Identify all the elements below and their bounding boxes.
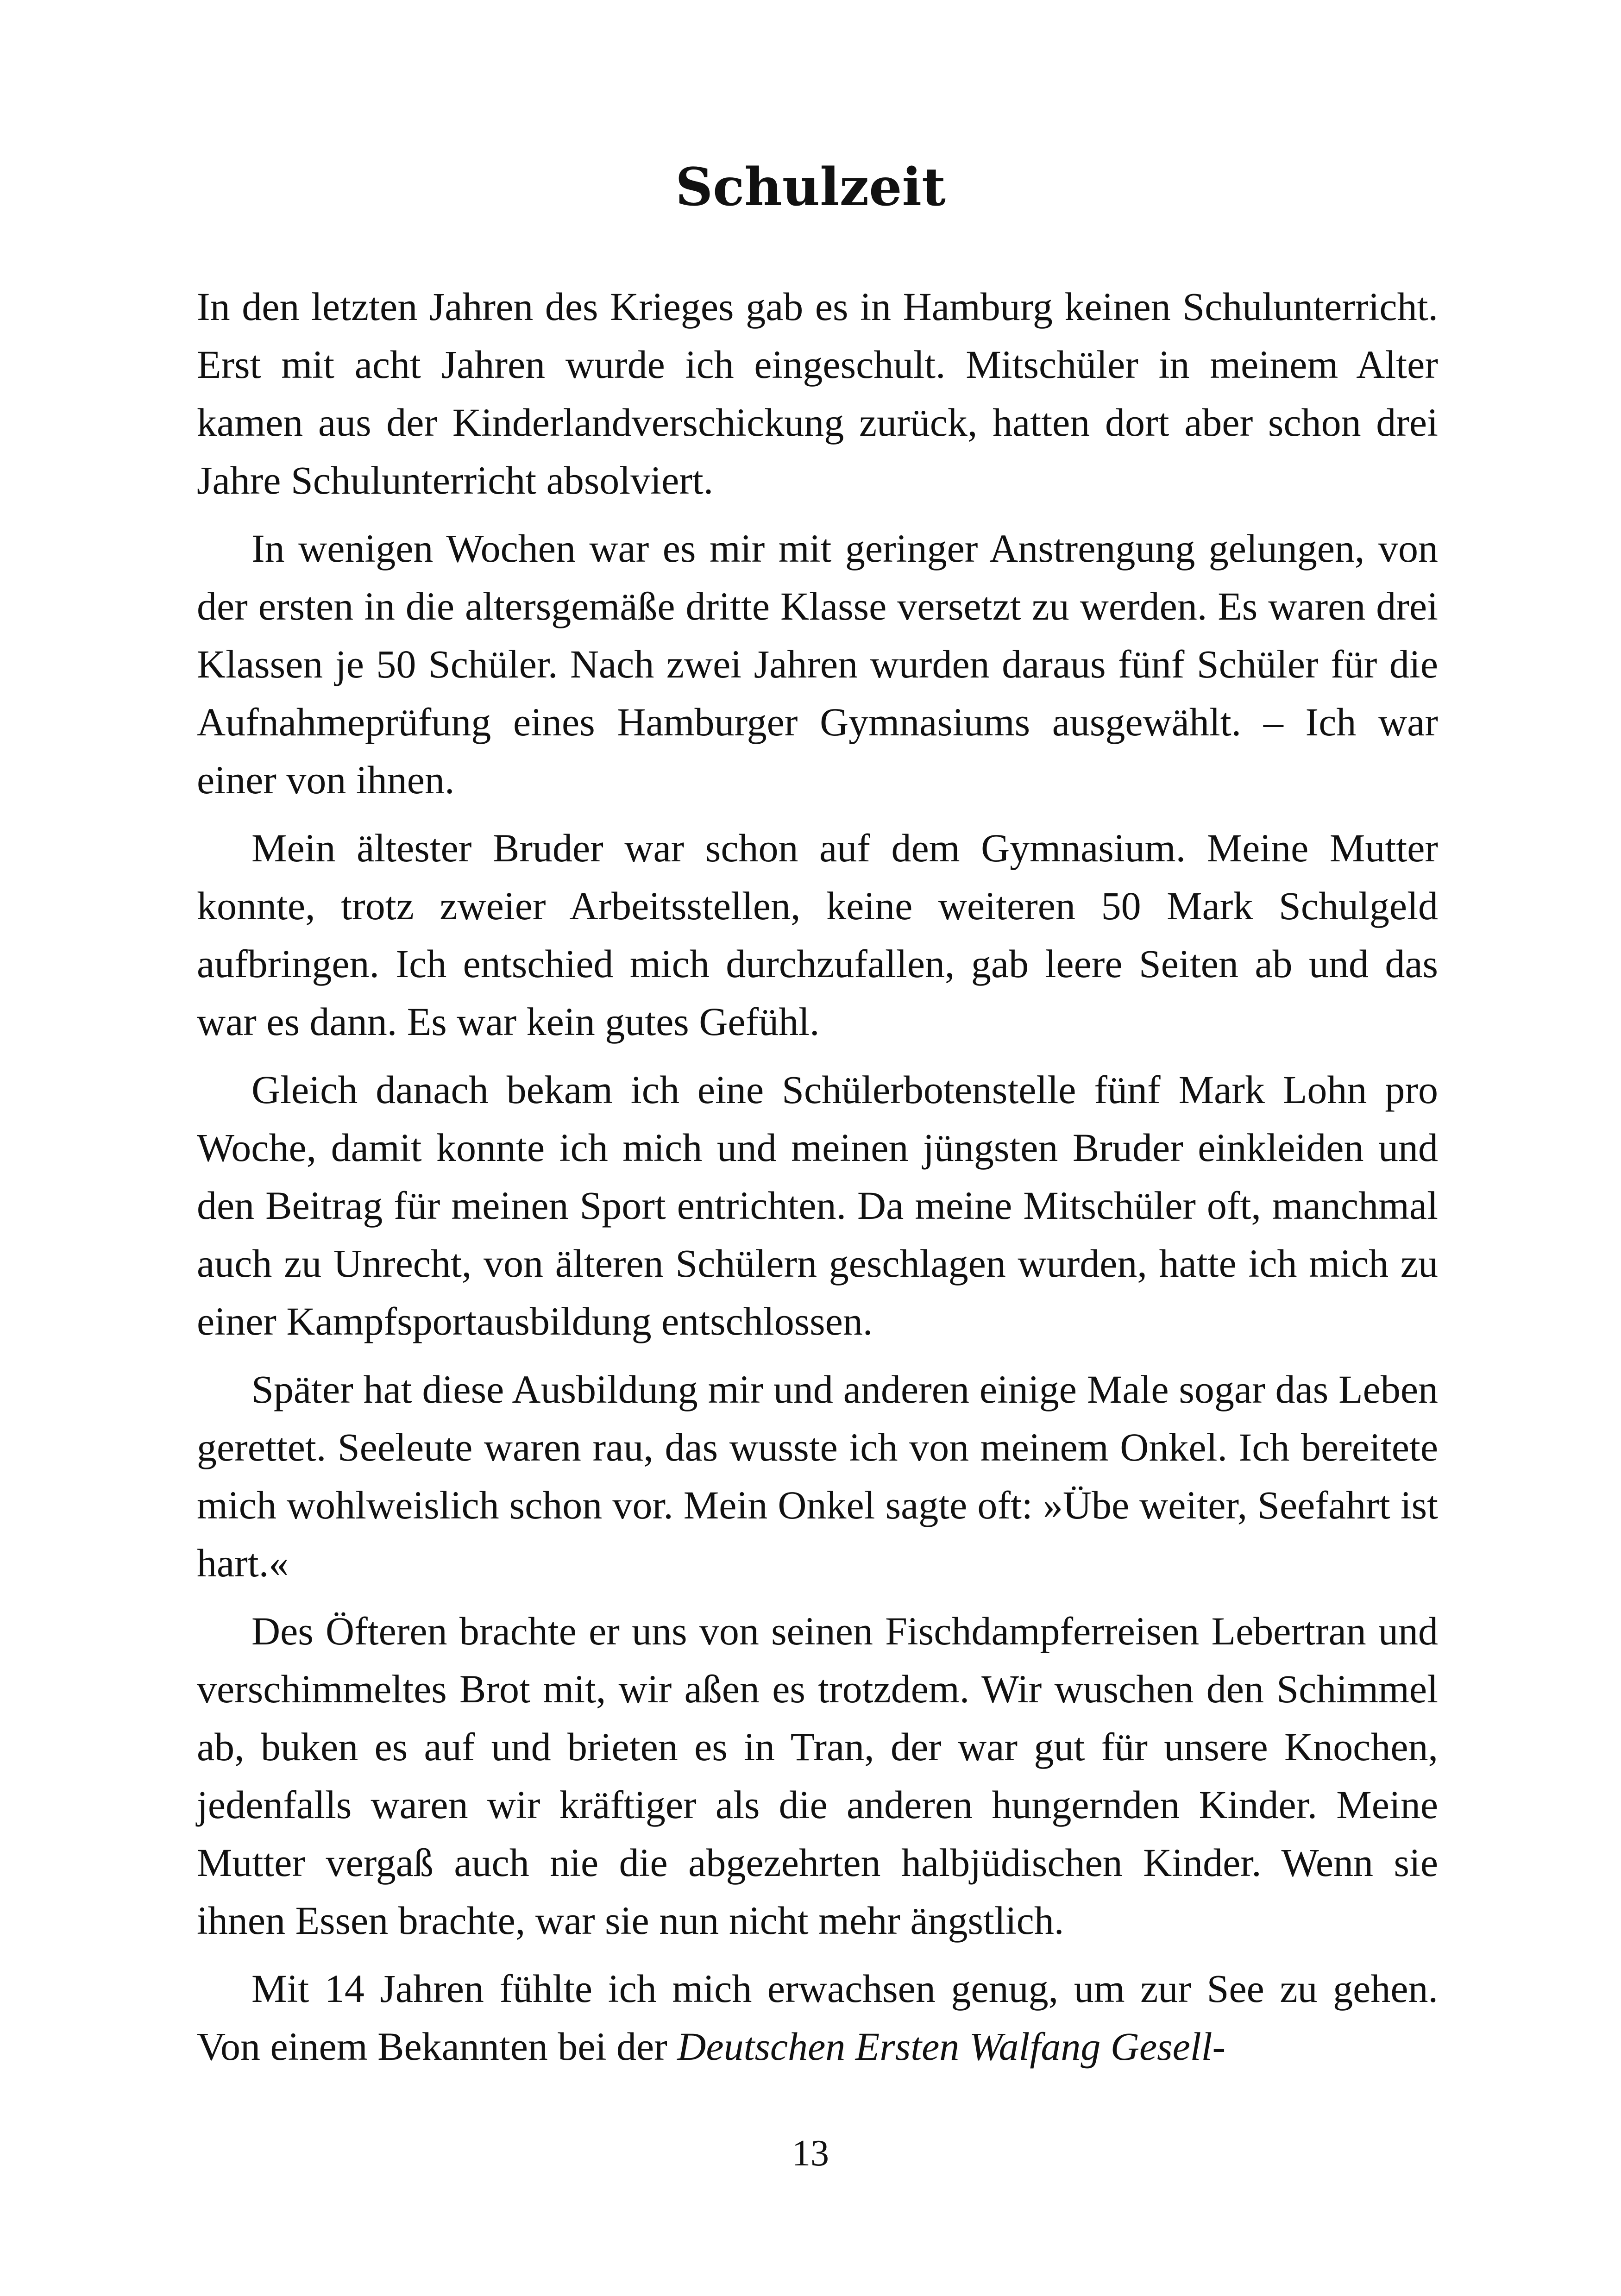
paragraph: Mein ältester Bruder war schon auf dem Gymnasium. Meine Mutter konnte, trotz zweier Arbeitsstellen, keine weiteren 50 Mark Schulgeld aufbringen. Ich entschied mich durchzufallen, gab leere Seiten ab und das war es dann. Es war kein gutes Gefühl. [197,826,1438,1044]
paragraph-last-text: Mit 14 Jahren fühlte ich mich erwachsen genug, um zur See zu gehen. Von einem Bekannten bei der [197,1966,1438,2069]
chapter-body [197,278,1438,2086]
paragraph: Später hat diese Ausbildung mir und anderen einige Male sogar das Leben gerettet. Seeleute waren rau, das wusste ich von meinem Onkel. Ich bereitete mich wohlweislich schon vor. Mein Onkel sagte oft: »Übe weiter, Seefahrt ist hart.« [197,1367,1438,1585]
paragraph: In den letzten Jahren des Krieges gab es in Hamburg keinen Schulunterricht. Erst mit acht Jahren wurde ich eingeschult. Mitschüler in meinem Alter kamen aus der Kinderlandverschickung zurück, hatten dort aber schon drei Jahre Schulunterricht absolviert. [197,284,1438,502]
paragraph: Gleich danach bekam ich eine Schülerbotenstelle fünf Mark Lohn pro Woche, damit konnte ich mich und meinen jüngsten Bruder einkleiden und den Beitrag für meinen Sport entrichten. Da meine Mitschüler oft, manchmal auch zu Unrecht, von älteren Schülern geschlagen wurden, hatte ich mich zu einer Kampfsportausbildung entschlossen. [197,1067,1438,1343]
page-number: 13 [792,2133,829,2174]
paragraph: Des Öfteren brachte er uns von seinen Fischdampferreisen Lebertran und verschimmeltes Brot mit, wir aßen es trotzdem. Wir wuschen den Schimmel ab, buken es auf und brieten es in Tran, der war gut für unsere Knochen, jedenfalls waren wir kräftiger als die anderen hungernden Kinder. Meine Mutter vergaß auch nie die abgezehrten halbjüdischen Kinder. Wenn sie ihnen Essen brachte, war sie nun nicht mehr ängstlich. [197,1609,1438,1943]
chapter-title: Schulzeit [675,157,946,218]
paragraph: In wenigen Wochen war es mir mit geringer Anstrengung gelungen, von der ersten in die altersgemäße dritte Klasse versetzt zu werden. Es waren drei Klassen je 50 Schüler. Nach zwei Jahren wurden daraus fünf Schüler für die Aufnahmeprüfung eines Hamburger Gymnasiums ausgewählt. – Ich war einer von ihnen. [197,526,1438,802]
paragraph-last [197,1960,1438,2076]
company-name-italic: Deutschen Ersten Walfang Gesell- [677,2024,1226,2069]
